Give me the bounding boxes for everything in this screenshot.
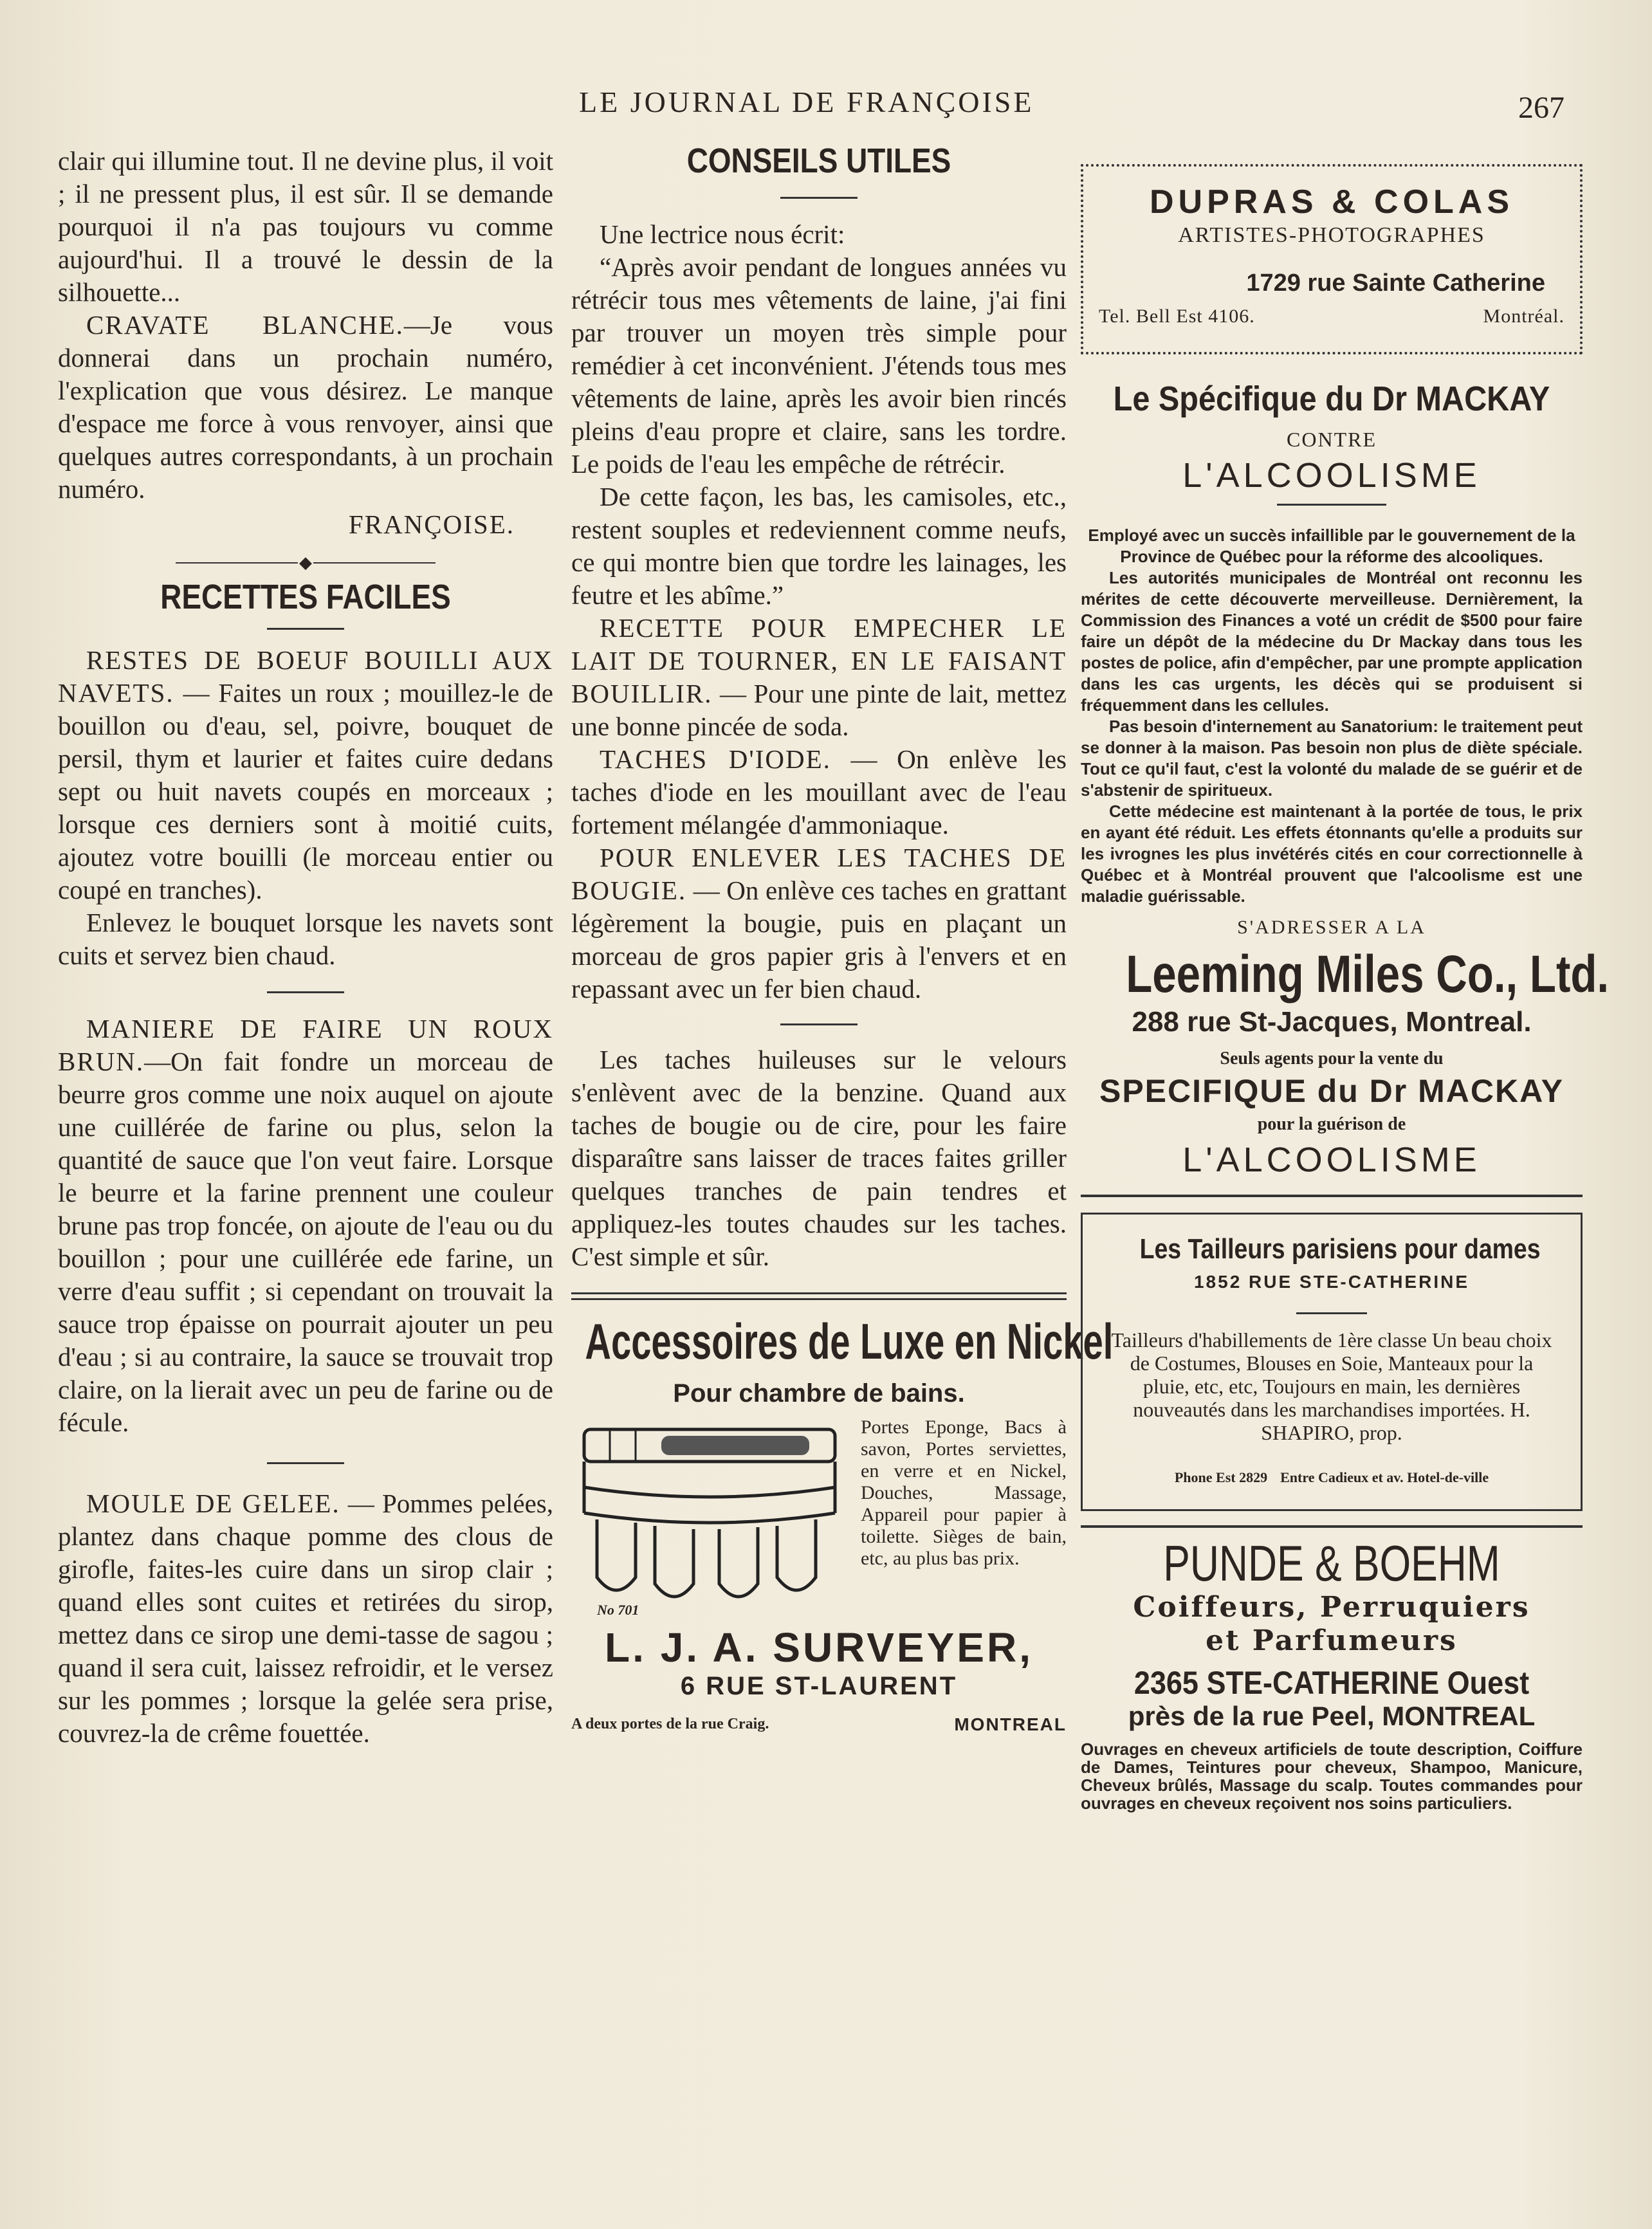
paragraph: “Après avoir pendant de longues années vu rétrécir tous mes vêtements de laine, j'ai fini par trouver un moyen très simple pour remédier à cet inconvénient. J'étends tous mes vêtements de laine, après les avoir bien rincés pleins d'eau propre et claire, sans les tordre. Le poids de l'eau les empêche de rétrécir. — [571, 252, 1067, 479]
agents-text: Seuls agents pour la vente du — [1220, 1049, 1444, 1069]
mackay-adresser: S'ADRESSER A LA — [1237, 917, 1426, 938]
ad-location: A deux portes de la rue Craig. — [571, 1716, 769, 1732]
mackay-body: Employé avec un succès infaillible par le gouvernement de la Province de Québec pour la réforme des alcooliques. Les autorités municipales de Montréal ont reconnu les mérites de cette découverte merveilleuse. Dernièrement, la Commission des Finances a voté un crédit de $500 pour faire faire un dépôt de la médecine du Dr Mackay dans tous les postes de police, afin d'empêcher, par une prompte application dans les cas urgents, les décès qui se produisent si fréquemment dans les cellules. Pas besoin d'internement au Sanatorium: le traitement peut se donner à la maison. Pas besoin non plus de diète spéciale. Tout ce qu'il faut, c'est la volonté du malade de se guérir et de s'abstenir de spiritueux. Cette médecine est maintenant à la portée de tous, le prix en ayant été réduit. Les effets étonnants qu'elle a produits sur les ivrognes les plus invétérés cités en cour correctionnelle à Québec et à Montréal prouvent que l'alcoolisme est une maladie guérissable. — [1081, 526, 1583, 906]
soap-dish-illustration — [571, 1417, 848, 1622]
tailleurs-ad — [1081, 1213, 1583, 1511]
journal-title: LE JOURNAL DE FRANÇOISE — [579, 86, 1034, 118]
divider — [1081, 1525, 1583, 1528]
lait-paragraph: RECETTE POUR EMPECHER LE LAIT DE TOURNER, EN LE FAISANT BOUILLIR. — Pour une pinte de lait, mettez une bonne pincée de soda. — [571, 613, 1067, 741]
column-left — [58, 145, 553, 1750]
paragraph: Une lectrice nous écrit: — [600, 219, 845, 249]
dupras-city: Montréal. — [1483, 306, 1565, 327]
punde-sub2: et Parfumeurs — [1206, 1624, 1458, 1657]
divider — [780, 1023, 858, 1025]
punde-address: 2365 STE-CATHERINE Ouest — [1133, 1665, 1530, 1701]
divider — [267, 991, 344, 993]
ad-text: Portes Eponge, Bacs à savon, Portes serviettes, en verre et en Nickel, Douches, Massage, Appareil pour papier à toilette. Sièges de bain, etc, au plus bas prix. — [861, 1417, 1067, 1569]
velours-paragraph: Les taches huileuses sur le velours s'enlèvent avec de la benzine. Quand aux taches de bougie ou de cire, pour les faire disparaître sans laisser de traces faites griller quelques tranches de pain tendres et appliquez-les toutes chaudes sur les taches. C'est simple et sûr. — [571, 1045, 1067, 1271]
page-header — [0, 85, 1652, 124]
tailleurs-location: Entre Cadieux et av. Hotel-de-ville — [1280, 1469, 1489, 1485]
tailleurs-title: Les Tailleurs parisiens pour dames — [1139, 1233, 1541, 1265]
dupras-name: DUPRAS & COLAS — [1149, 183, 1514, 221]
punde-text: Ouvrages en cheveux artificiels de toute description, Coiffure de Dames, Teintures pour cheveux, Shampoo, Manicure, Cheveux brûlés, Massage du scalp. Toutes commandes pour ouvrages en cheveux reçoivent nos soins particuliers. — [1081, 1739, 1583, 1813]
roux-paragraph: MANIERE DE FAIRE UN ROUX BRUN.—On fait fondre un morceau de beurre gros comme une noix auquel on ajoute une cuillérée de farine ou plus, selon la quantité de sauce que l'on veut faire. Lorsque le beurre et la farine prennent une couleur brune pas trop foncée, on ajoute de l'eau ou du bouillon ; pour une cuillérée ede farine, un verre d'eau suffit ; si cependant on trouvait la sauce trop épaisse on pourrait ajouter un peu d'eau ; si au contraire, la sauce se trouvait trop claire, on la lierait avec un peu de farine ou de fécule. — [58, 1014, 553, 1437]
leeming-name: Leeming Miles Co., Ltd. — [1126, 945, 1610, 1004]
mackay-title: Le Spécifique du Dr MACKAY — [1113, 380, 1550, 418]
alcoolisme-title: L'ALCOOLISME — [1182, 1141, 1481, 1179]
punde-ad — [1081, 1536, 1583, 1812]
dupras-ad — [1081, 164, 1583, 354]
divider — [1081, 1195, 1583, 1197]
bougie-paragraph: POUR ENLEVER LES TACHES DE BOUGIE. — On enlève ces taches en grattant légèrement la bougie, puis en plaçant un morceau de gros papier gris à l'envers et en repassant avec un fer bien chaud. — [571, 843, 1067, 1004]
punde-sub1: Coiffeurs, Perruquiers — [1133, 1591, 1530, 1624]
signature: FRANÇOISE. — [348, 509, 515, 539]
punde-near: près de la rue Peel, MONTREAL — [1128, 1701, 1536, 1731]
ad-title: Accessoires de Luxe en Nickel — [585, 1313, 1114, 1370]
surveyer-name: L. J. A. SURVEYER, — [605, 1624, 1033, 1671]
divider — [267, 1462, 344, 1464]
image-label: No 701 — [597, 1602, 639, 1618]
accessoires-ad — [571, 1313, 1114, 1741]
specifique-title: SPECIFIQUE du Dr MACKAY — [1099, 1073, 1564, 1109]
mackay-alcoolisme: L'ALCOOLISME — [1182, 456, 1481, 495]
iode-paragraph: TACHES D'IODE. — On enlève les taches d'iode en les mouillant avec de l'eau fortement mélangée d'ammoniaque. — [571, 744, 1067, 839]
surveyer-address: 6 RUE ST-LAURENT — [680, 1672, 958, 1700]
conseils-heading: CONSEILS UTILES — [686, 142, 951, 180]
mackay-contre: CONTRE — [1287, 428, 1377, 451]
dupras-tel: Tel. Bell Est 4106. — [1099, 306, 1255, 327]
paragraph: De cette façon, les bas, les camisoles, etc., restent souples et redeviennent comme neufs, ce qui montre bien que tordre les lainages, les feutre et les abîme.” — [571, 482, 1067, 610]
column-right — [1081, 164, 1610, 1813]
tailleurs-phone: Phone Est 2829 — [1174, 1469, 1268, 1485]
mackay-ad — [1081, 380, 1610, 1179]
dupras-address: 1729 rue Sainte Catherine — [1246, 270, 1545, 297]
paragraph: clair qui illumine tout. Il ne devine plus, il voit ; il ne pressent plus, il est sûr. Il se demande pourquoi il n'a pas toujours vu comme aujourd'hui. Il a trouvé le dessin de la silhouette... — [58, 146, 553, 307]
ad-subtitle: Pour chambre de bains. — [673, 1379, 965, 1408]
restes-paragraph: RESTES DE BOEUF BOUILLI AUX NAVETS. — Faites un roux ; mouillez-le de bouillon ou d'eau, sel, poivre, bouquet de persil, thym et laurier et faites cuire dedans sept ou huit navets coupés en morceaux ; lorsque ces derniers sont à moitié cuits, ajoutez votre bouilli (le morceau entier ou coupé en tranches). — [58, 645, 553, 904]
ad-city: MONTREAL — [954, 1714, 1067, 1734]
column-middle — [571, 142, 1114, 1741]
tailleurs-address: 1852 RUE STE-CATHERINE — [1193, 1272, 1469, 1292]
double-rule — [571, 1292, 1067, 1300]
tailleurs-text: Tailleurs d'habillements de 1ère classe Un beau choix de Costumes, Blouses en Soie, Manteaux pour la pluie, etc, etc, Toujours en main, les dernières nouveautés dans les marchandises importées. H. SHAPIRO, prop. — [1111, 1328, 1552, 1444]
divider — [780, 197, 858, 199]
divider — [267, 628, 344, 630]
recettes-heading: RECETTES FACILES — [160, 578, 451, 616]
guerison-text: pour la guérison de — [1257, 1114, 1406, 1134]
moule-paragraph: MOULE DE GELEE. — Pommes pelées, plantez dans chaque pomme des clous de girofle, faites-les cuire dans un sirop clair ; quand elles sont cuites et retirées du sirop, mettez dans ce sirop une demi-tasse de sagou ; quand il sera cuit, laissez refroidir, et le versez sur les pommes ; lorsque la gelée sera prise, couvrez-la de crême fouettée. — [58, 1489, 553, 1748]
divider — [1277, 504, 1386, 506]
page-number: 267 — [1518, 91, 1565, 125]
punde-name: PUNDE & BOEHM — [1163, 1535, 1500, 1591]
paragraph: Enlevez le bouquet lorsque les navets sont cuits et servez bien chaud. — [58, 908, 553, 970]
divider — [1296, 1312, 1367, 1314]
leeming-address: 288 rue St-Jacques, Montreal. — [1132, 1006, 1532, 1038]
dupras-sub: ARTISTES-PHOTOGRAPHES — [1178, 223, 1485, 247]
cravate-paragraph: CRAVATE BLANCHE.—Je vous donnerai dans un prochain numéro, l'explication que vous désirez. Le manque d'espace me force à vous renvoyer, ainsi que quelques autres correspondants, à un prochain numéro. — [58, 310, 553, 504]
ornament-divider: ◆ — [58, 556, 553, 569]
